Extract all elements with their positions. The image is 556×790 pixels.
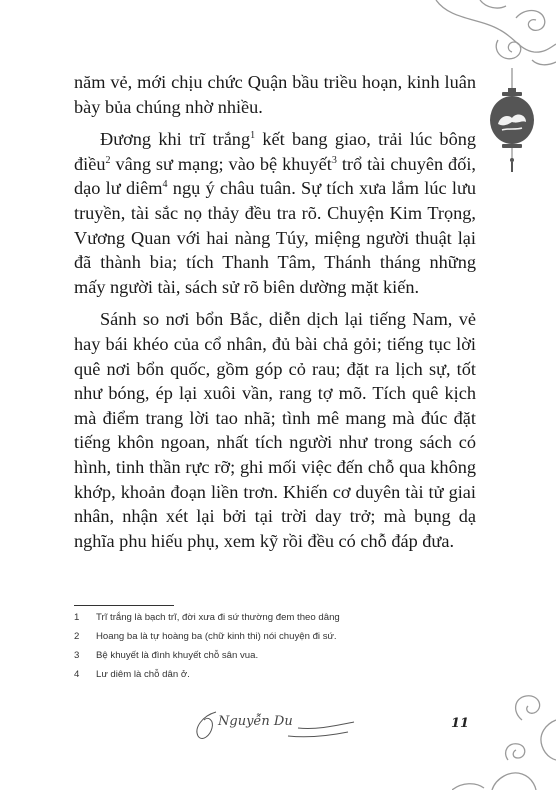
text-segment: ngụ ý châu tuân. Sự tích xưa lắm lúc lưu truyền, tài sắc nọ thảy đều tra rõ. Chuyện Kim Trọng, Vương Quan với hai nàng Túy, miệng người thuật lại đã thành bia; tích Thanh Tâm, Thánh tháng những mấy người tài, sách sử rõ biên dường mặt kiến.: [74, 178, 476, 297]
page-number: 11: [451, 716, 470, 731]
bottom-ornament-cloud-scroll-icon: [452, 690, 556, 790]
paragraph: [74, 307, 476, 553]
text-segment: Đương khi trĩ trắng: [100, 129, 251, 150]
text-segment: kết bang giao, trải lúc bông điều: [74, 129, 476, 174]
footnote-divider: [74, 605, 174, 606]
footnote-number: 2: [74, 631, 80, 642]
footnote-text: Bệ khuyết là đình khuyết chỗ sân vua.: [96, 650, 259, 661]
footnote: [74, 631, 474, 650]
footnote: [74, 650, 474, 669]
footnote: [74, 669, 474, 688]
footnote-reference: 2: [105, 154, 111, 166]
footnote-reference: 3: [331, 154, 337, 166]
footnotes: [74, 612, 474, 688]
author-signature: [188, 706, 358, 746]
text-segment: trổ tài chuyên đối, dạo lư diêm: [74, 153, 476, 199]
text-segment: vâng sư mạng; vào bệ khuyết: [110, 153, 332, 174]
footnote-text: Trĩ trắng là bạch trĩ, đời xưa đi sứ thường đem theo dâng: [96, 612, 340, 623]
lantern-icon: [488, 68, 536, 178]
footnote-text: Lư diêm là chỗ dân ở.: [96, 669, 190, 680]
text-segment: năm vẻ, mới chịu chức Quận bầu triều hoạn, kinh luân bày bủa chúng nhờ nhiều.: [74, 72, 476, 117]
footnote-number: 3: [74, 650, 80, 661]
footnote-number: 4: [74, 669, 80, 680]
text-segment: Sánh so nơi bổn Bắc, diễn dịch lại tiếng Nam, vẻ hay bái khéo của cổ nhân, đủ bài chả gỏi; tiếng tục lời quê nơi bổn quốc, gồm góp cỏ rau; đặt ra lịch sự, tốt như bóng, ép lại xuôi vần, rang tợ mõ. Tích quê kịch mà điểm trang lời tao nhã; tình mê mang mà đúc đặt tiếng khôn ngoan, nhất tích người như trong sách có hình, tinh thần rực rỡ; ghi mối việc đến chỗ qua không khớp, khoản đoạn liền trơn. Khiến cơ duyên tài tử giai nhân, nhận xét lại bởi tại trời day trở; mà bụng dạ nghĩa phu hiếu phụ, xem kỹ rồi đều có chỗ đáp đưa.: [74, 309, 476, 551]
body-text: [74, 70, 476, 561]
footnote-reference: 1: [250, 130, 256, 142]
paragraph: [74, 127, 476, 299]
top-ornament-cloud-scroll-icon: [420, 0, 556, 72]
paragraph: [74, 70, 476, 119]
footnote-reference: 4: [162, 179, 168, 191]
signature-text: Nguyễn Du: [218, 714, 293, 729]
footnote-text: Hoang ba là tự hoàng ba (chữ kinh thi) nói chuyện đi sứ.: [96, 631, 337, 642]
footnote-number: 1: [74, 612, 80, 623]
footnote: [74, 612, 474, 631]
